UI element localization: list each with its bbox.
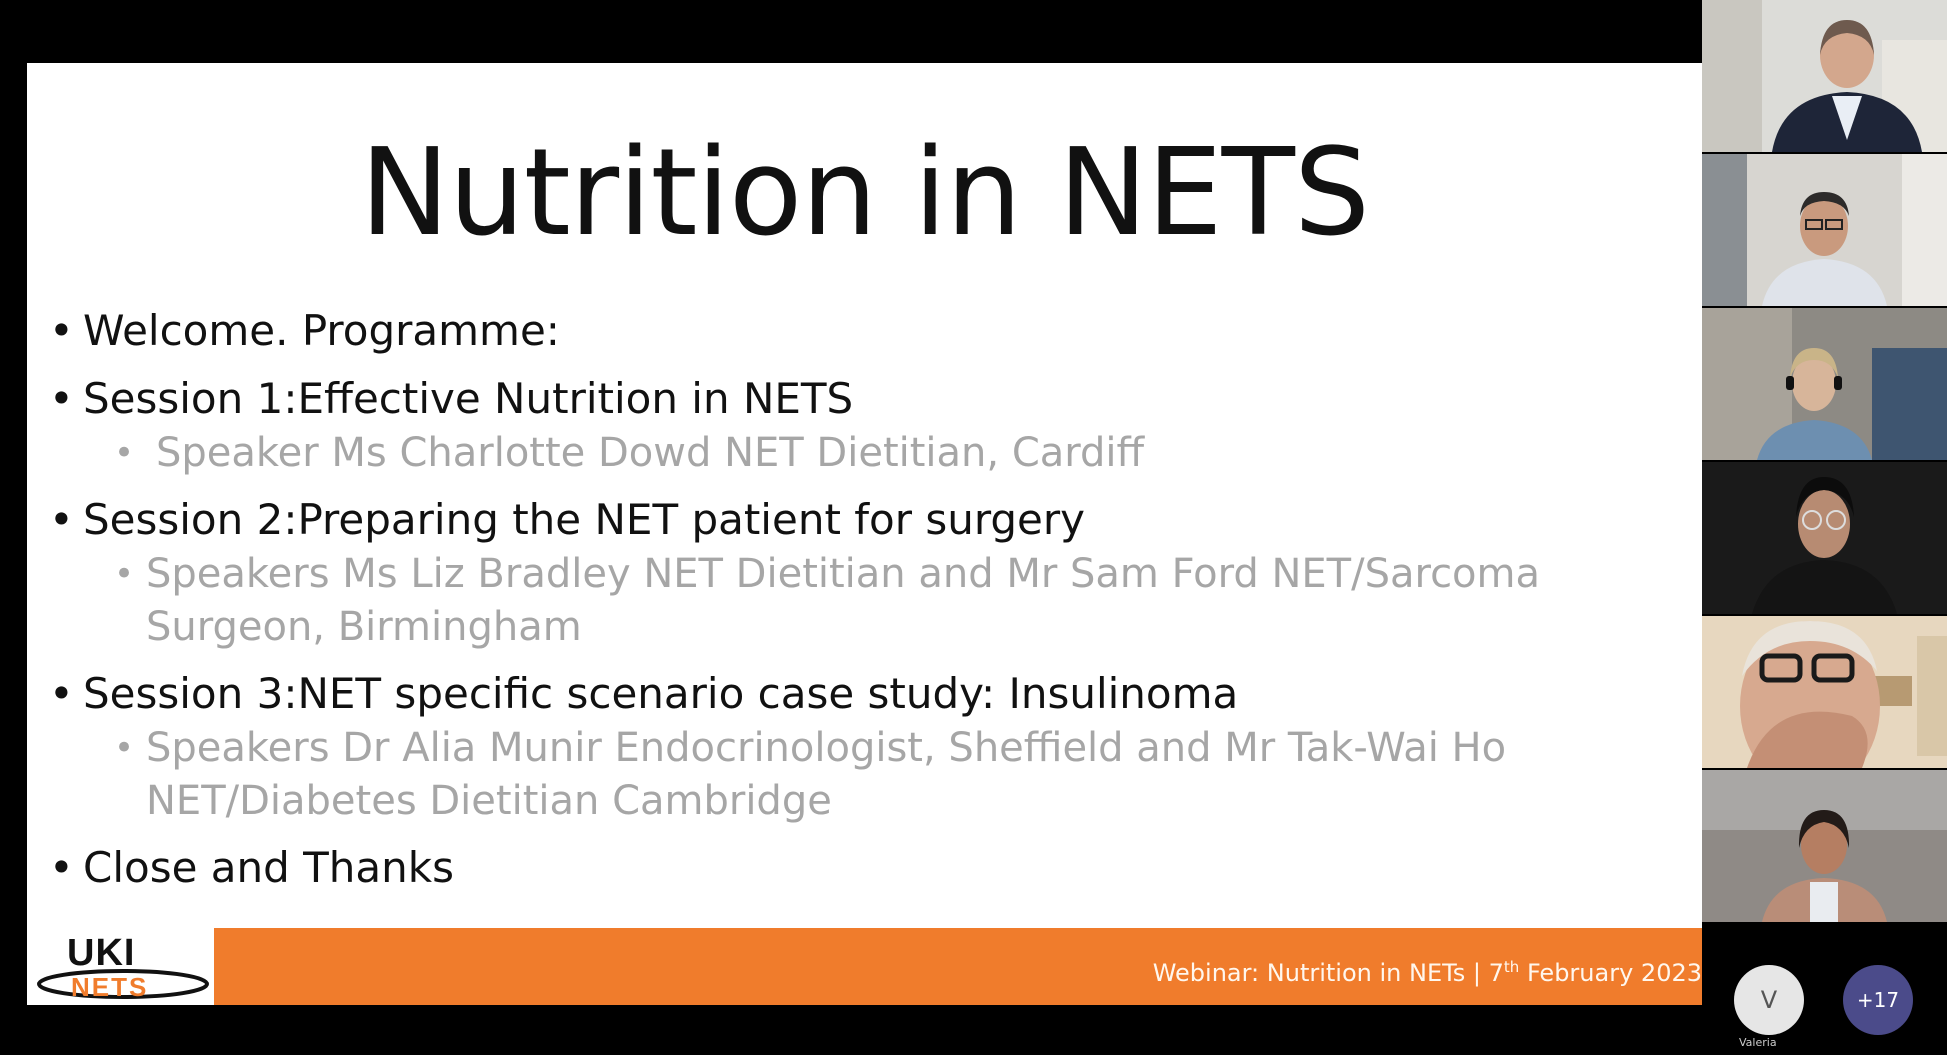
sub-bullet-line-2: Surgeon, Birmingham bbox=[146, 604, 582, 650]
sub-bullet-text: Speaker Ms Charlotte Dowd NET Dietitian, Cardiff bbox=[156, 430, 1145, 476]
participant-video-tile-6[interactable] bbox=[1702, 770, 1947, 922]
logo-text-nets: NETS bbox=[71, 972, 149, 1002]
participant-video-tile-3[interactable] bbox=[1702, 308, 1947, 460]
sub-bullet-line-1: Speakers Ms Liz Bradley NET Dietitian and Mr Sam Ford NET/Sarcoma bbox=[146, 551, 1541, 597]
bullet-session-3: • Session 3:NET specific scenario case study: Insulinoma bbox=[27, 666, 1667, 722]
sub-bullet-session-1-speaker bbox=[27, 427, 1667, 480]
sub-bullet-line-2: NET/Diabetes Dietitian Cambridge bbox=[146, 778, 832, 824]
bullet-welcome: • Welcome. Programme: bbox=[27, 303, 1667, 359]
participant-video-icon bbox=[1702, 770, 1947, 922]
participant-avatar-valeria[interactable]: V bbox=[1734, 965, 1804, 1035]
participant-sidebar bbox=[1702, 0, 1947, 1055]
footer-prefix: Webinar: Nutrition in NETs | 7 bbox=[1152, 959, 1504, 987]
participant-name-label: Valeria bbox=[1739, 1036, 1777, 1049]
sub-bullet-session-3-speakers bbox=[27, 722, 1667, 828]
participant-video-icon bbox=[1702, 0, 1947, 152]
participant-video-tile-4[interactable] bbox=[1702, 462, 1947, 614]
bullet-close: • Close and Thanks bbox=[27, 840, 1667, 896]
footer-suffix: February 2023 bbox=[1519, 959, 1702, 987]
footer-sup: th bbox=[1503, 958, 1520, 976]
sub-bullet-line-1: Speakers Dr Alia Munir Endocrinologist, Sheffield and Mr Tak-Wai Ho bbox=[146, 725, 1507, 771]
slide-footer-bar bbox=[27, 928, 1702, 1005]
participant-video-tile-5[interactable] bbox=[1702, 616, 1947, 768]
bullet-session-1: • Session 1:Effective Nutrition in NETS bbox=[27, 371, 1667, 427]
more-participants-button[interactable]: +17 bbox=[1843, 965, 1913, 1035]
participant-video-tile-1[interactable] bbox=[1702, 0, 1947, 152]
slide-title: Nutrition in NETS bbox=[359, 124, 1370, 263]
uki-nets-logo bbox=[27, 928, 214, 1005]
footer-webinar-text bbox=[1153, 958, 1702, 987]
participant-video-icon bbox=[1702, 616, 1947, 768]
sub-bullet-session-2-speakers bbox=[27, 548, 1667, 654]
bullet-session-2: • Session 2:Preparing the NET patient for surgery bbox=[27, 492, 1667, 548]
participant-video-icon bbox=[1702, 154, 1947, 306]
participant-video-tile-2[interactable] bbox=[1702, 154, 1947, 306]
shared-slide bbox=[27, 63, 1702, 1005]
slide-bullets bbox=[27, 303, 1667, 896]
participant-video-icon bbox=[1702, 462, 1947, 614]
logo-text-uki: UKI bbox=[67, 932, 136, 974]
participant-video-icon bbox=[1702, 308, 1947, 460]
